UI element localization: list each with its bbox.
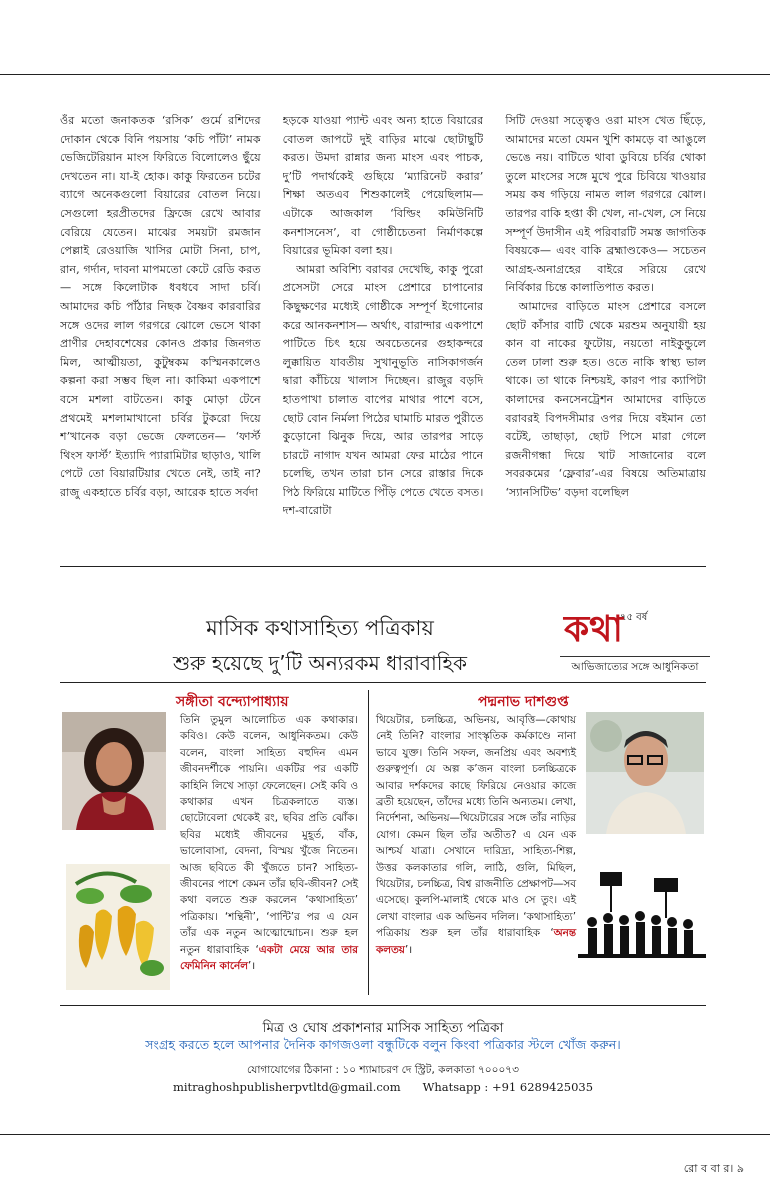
- paragraph: সিটি দেওয়া সত্ত্বেও ওরা মাংস খেত ছিঁড়ে, আমাদের মতো যেমন খুশি কামড়ে বা আঙুলে ভেঙে নয়। বাটিতে থাবা ডুবিয়ে চর্বির থোকা তুলে মাংসের সঙ্গে মুখে পুরে চিবিয়ে খাওয়ার সময় কষ গড়িয়ে নামত লাল গরগরে ঝোল। তারপর বাকি হপ্তা কী খেল, না-খেল, সে নিয়ে সম্পূর্ণ উদাসীন এই পরিবারটি সমস্ত জাগতিক বিষয়কে— এবং বাকি ব্রহ্মাণ্ডকেও— সচেতন আগ্রহ-অনাগ্রহের বাইরে সরিয়ে রেখে নির্বিকার চিন্তে কালাতিপাত করত।: [505, 114, 706, 295]
- article-end-rule: [60, 566, 706, 567]
- paragraph: ওঁর মতো জনাকতক ‘রসিক’ গুর্মে রশিদের দোকান থেকে বিনি পয়সায় ‘কচি পাঁটা’ নামক ভেজিটেরিয়ান মাংস ফিরিতে বিলোলেও ছুঁয়ে দেখতেন না। যা-ই হোক। কাকু ফিরতেন চটের ব্যাগে অনেকগুলো বিয়ারের বোতল নিয়ে। সেগুলো হরপ্রীতদের ফ্রিজে রেখে আবার বেরিয়ে যেতেন। মাঝের সময়টা রমজান পেল্লাই রেওয়াজি খাসির মোটা সিনা, চাপ, রান, গর্দান, দাবনা মাপমতো কেটে রেডি করত— সঙ্গে কিলোটাক ধবধবে সাদা চর্বি। আমাদের কচি পাঁঠার নিছক বৈষ্ণব কারবারির সঙ্গে ওদের লাল গরগরে ঝোলে ভেসে থাকা প্রাণীর দেহাবশেষের কোনও প্রকার জিনগত মিল, আত্মীয়তা, কুটুম্বকম কস্মিনকালেও কল্পনা করা সম্ভব ছিল না। কাকিমা একপাশে বসে মশলা বাটতেন। কাকু মোড়া টেনে প্রথমেই মশলামাখানো চর্বির টুকরো দিয়ে শ’খানেক বড়া ভেজে ফেলতেন— ‘ফার্স্ট থিংস ফার্স্ট’ ইত্যাদি প্যারামিটার ছাড়াও, খালি পেটে তো বিয়ারটিয়ার খেতে নেই, তাই না? রাজু একহাতে চর্বির বড়া, আরেক হাতে সর্বদা: [60, 114, 261, 499]
- magazine-logo: [560, 602, 710, 672]
- top-rule: [0, 74, 770, 75]
- left-author-name: সঙ্গীতা বন্দ্যোপাধ্যায়: [176, 694, 289, 710]
- left-bio-end: ’।: [247, 960, 256, 973]
- promo-line-2: শুরু হয়েছে দু’টি অন্যরকম ধারাবাহিক: [172, 651, 468, 675]
- left-bio-text: তিনি তুমুল আলোচিত এক কথাকার। কবিও। কেউ বলেন, আধুনিকতম। কেউ বলেন, বাংলা সাহিত্য বহুদিন এমন জীবনদর্শীকে পায়নি। একটির পর একটি কাহিনি লিখে সাড়া ফেলেছেন। সেই কবি ও কথাকার এখন চিত্রকলাতে ব্যস্ত। ছোটোবেলা থেকেই রং, ছবির প্রতি ঝোঁক। ছবির মধ্যেই জীবনের মুহূর্ত, বাঁক, ভালোবাসা, বেদনা, বিস্ময় খুঁজে নিতেন। আজ ছবিতে কী খুঁজতে চান? সাহিত্য-জীবনের পাশে কেমন তাঁর ছবি-জীবন? সেই কথা বলতে শুরু করলেন ‘কথাসাহিত্য’ পত্রিকায়। ‘শন্থিনী’, ‘পান্টি’র পর এ যেন তাঁর এক নতুন আত্মোন্মোচন। শুরু হল নতুন ধারাবাহিক ‘: [180, 714, 358, 956]
- paragraph: আমরা অবিশ্যি বরাবর দেখেছি, কাকু পুরো প্রসেসটা সেরে মাংস প্রেশারে চাপানোর কিছুক্ষণের মধ্যেই গোষ্ঠীকে সম্পূর্ণ ইগোনোর করে আনকনশাস— অর্থাৎ, বারান্দার একপাশে পাটিতে চিৎ হয়ে অবচেতনের গুহাকন্দরে লুক্কায়িত যাবতীয় সুখানুভূতি নাসিকাগর্জন দ্বারা কাঁচিয়ে খালাস দিচ্ছেন। রাজুর বড়দি হাতপাখা চালাত বাপের মাথার পাশে বসে, ছোট বোন নির্মলা পিঠের ঘামাচি মারত পুরীতে কুড়োনো ঝিনুক দিয়ে, আর তারপর সাড়ে চারটে নাগাদ যখন আমরা ফের মাঠের পানে চলেছি, তখন তারা চান সেরে রাস্তার দিকে পিঠ ফিরিয়ে মাটিতে পিঁড়ি পেতে খেতে বসত। দশ-বারোটা: [282, 262, 484, 518]
- right-bio-end: ’।: [404, 943, 413, 956]
- bottom-rule: [0, 1134, 770, 1135]
- left-author-photo: [62, 712, 166, 830]
- author-divider: [368, 690, 369, 995]
- article-column-3: [505, 112, 706, 560]
- page-folio: রো ব বা র। ৯: [683, 1162, 744, 1175]
- footer-contacts: [60, 1080, 706, 1094]
- paragraph: হড়কে যাওয়া প্যান্ট এবং অন্য হাতে বিয়ারের বোতল জাপটে দুই বাড়ির মাঝে ছোটাছুটি করত। উমদা রান্নার জন্য মাংস এবং পাচক, দু’টি পদার্থকেই গুছিয়ে ‘ম্যারিনেট করার’ শিক্ষা অতএব শিশুকালেই পেয়েছিলাম— এটাকে আজকাল ‘বিল্ডিং কমিউনিটি কনশাসনেস’, বা গোষ্ঠীচেতনা নির্মাণকল্পে বিয়ারের ভূমিকা বলা হয়।: [282, 114, 484, 258]
- footer-rule: [60, 1005, 706, 1006]
- promo-heading: [120, 612, 520, 682]
- logo-years: ৭৫ বর্ষ: [620, 612, 648, 623]
- promo-rule: [60, 682, 706, 683]
- footer-subscribe-line: সংগ্রহ করতে হলে আপনার দৈনিক কাগজওলা বন্ধুটিকে বলুন কিংবা পত্রিকার স্টলে খোঁজ করুন।: [145, 1037, 621, 1052]
- footer-whatsapp: Whatsapp : +91 6289425035: [422, 1080, 594, 1094]
- article-column-2: [283, 112, 484, 560]
- left-painting: [66, 864, 170, 990]
- promo-line-1: মাসিক কথাসাহিত্য পত্রিকায়: [206, 616, 434, 640]
- footer-email: mitraghoshpublisherpvtltd@gmail.com: [172, 1080, 401, 1094]
- logo-tagline: আভিজাত্যের সঙ্গে আধুনিকতা: [560, 656, 710, 677]
- logo-wordmark: কথা: [564, 608, 623, 650]
- right-illustration: [578, 862, 706, 980]
- left-author-bio: [180, 712, 358, 997]
- footer-publisher-line: মিত্র ও ঘোষ প্রকাশনার মাসিক সাহিত্য পত্রিকা: [262, 1020, 504, 1036]
- right-author-name: পদ্মনাভ দাশগুপ্ত: [478, 694, 569, 710]
- article-column-1: [60, 112, 261, 560]
- left-series-title: একটা মেয়ে আর তার ফেমিনিন কার্নেল: [180, 943, 358, 973]
- footer-address: যোগাযোগের ঠিকানা : ১০ শ্যামাচরণ দে স্ট্রিট, কলকাতা ৭০০০৭৩: [247, 1064, 519, 1076]
- right-series-title: অনন্ত কলতয়: [376, 927, 576, 956]
- right-author-photo: [586, 712, 704, 834]
- paragraph: আমাদের বাড়িতে মাংস প্রেশারে বসলে ছোট কাঁসার বাটি থেকে মরশুম অনুযায়ী হয় কান বা নাকের ফুটোয়, নয়তো নাইকুন্ডুলে তেল ঢালা শুরু হত। ওতে নাকি স্বাস্থ্য ভাল থাকে। তা থাকে নিশ্চয়ই, কারণ পার ক্যাপিটা কালাদের কনসেনট্রেশন আমাদের বাড়িতে বরাবরই বিপদসীমার ওপর দিয়ে বইমান তো বটেই, তাছাড়া, ছোট পিসে মারা গেলে রজনীগন্ধা দিয়ে খাট সাজানোর বলে সবরকমের ‘ফ্লেবার’-এর বিষয়ে অতিমাত্রায় ‘স্যানসিটিভ’ বড়দা বলেছিল: [505, 299, 706, 499]
- right-bio-text: থিয়েটার, চলচ্চিত্র, অভিনয়, আবৃত্তি—কোথায় নেই তিনি? বাংলার সাংস্কৃতিক কর্মকাণ্ডে নানা ভাবে যুক্ত। তিনি সফল, জনপ্রিয় এবং অবশ্যই গুরুত্বপূর্ণ। যে অল্প ক’জন বাংলা চলচ্চিত্রকে আবার দর্শকদের কাছে ফিরিয়ে নেওয়ার কাজে ব্রতী হয়েছেন, তাঁদের মধ্যে তিনি অন্যতম। লেখা, নির্দেশনা, অভিনয়—থিয়েটারের সঙ্গে তাঁর নাড়ির যোগ। কেমন ছিল তাঁর অতীত? এ যেন এক আশ্চর্য যাত্রা। সেখানে দারিদ্র্য, সাহিত্য-শিল্প, উত্তর কলকাতার গলি, লাঠি, গুলি, মিছিল, থিয়েটার, চলচ্চিত্র, বিশ্ব রাজনীতি প্রেক্ষাপট—সব এসেছে। কুলপি-মালাই থেকে মাও সে তুং। এই লেখা বাংলার এক অভিনব দলিল। ‘কথাসাহিত্য’ পত্রিকায় শুরু হল তাঁর ধারাবাহিক ‘: [376, 714, 576, 940]
- right-author-bio: [376, 712, 576, 997]
- article-body: [60, 112, 706, 560]
